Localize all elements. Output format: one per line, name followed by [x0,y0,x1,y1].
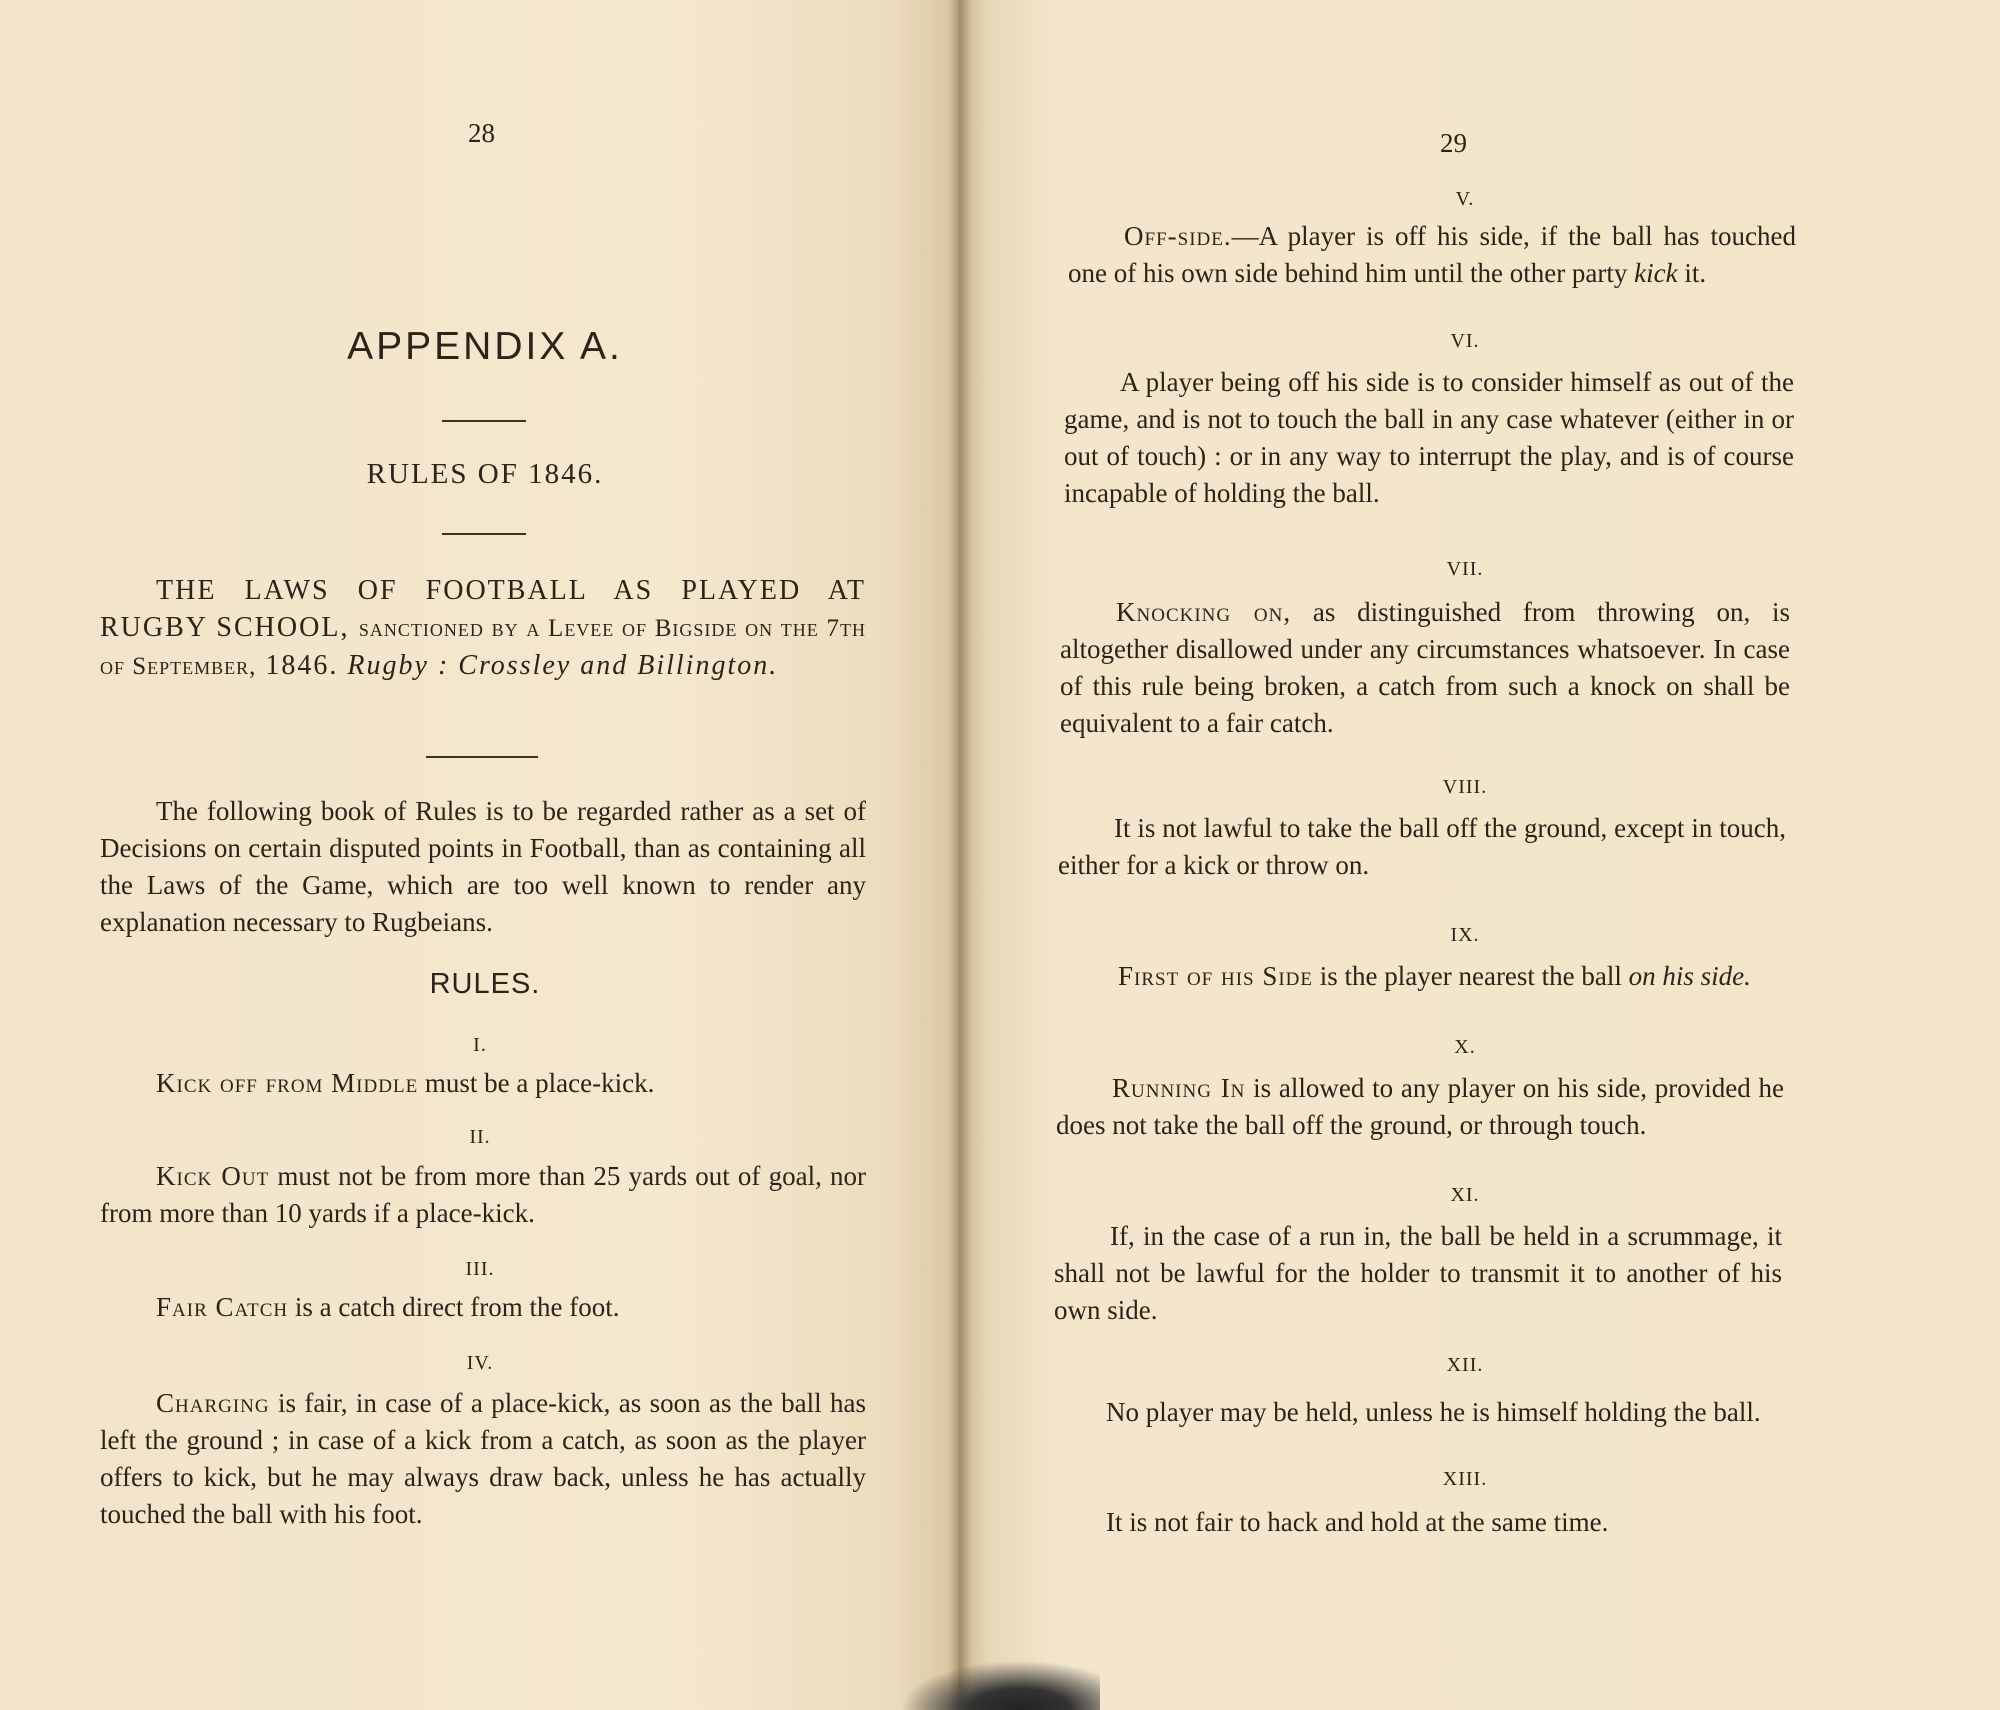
rule-ix-italic: on his side. [1628,961,1751,991]
rule-iv-text: is fair, in case of a place-kick, as soon as the ball has left the ground ; in case of a kick from a catch, as soon as the player offers to kick, but he may always draw back, unless he has actually touched the ball with his foot. [100,1388,866,1529]
divider-1 [442,420,526,422]
rule-x-text: is allowed to any player on his side, provided he does not take the ball off the ground, or through touch. [1056,1073,1784,1140]
rule-x-lead: Running In [1112,1073,1246,1103]
rule-v-lead: Off-side. [1124,221,1232,251]
rule-vii [1060,594,1790,742]
rule-numeral-xii: XII. [1446,1354,1484,1376]
rule-v-text: —A player is off his side, if the ball has touched one of his own side behind him until the other party [1068,221,1796,288]
rule-numeral-i: I. [473,1034,487,1056]
laws-heading-imprint: Rugby : Crossley and Billington. [347,650,779,681]
rule-numeral-ix: IX. [1450,924,1480,946]
rule-ii-text: must not be from more than 25 yards out of goal, nor from more than 10 yards if a place-kick. [100,1161,866,1228]
rule-numeral-vi: VI. [1450,330,1480,352]
rule-x [1056,1070,1784,1144]
rule-iv-lead: Charging [156,1388,270,1418]
rule-numeral-viii: VIII. [1442,776,1488,798]
rule-vii-lead: Knocking on, [1116,597,1292,627]
rule-i-text: must be a place-kick. [418,1068,655,1098]
divider-2 [442,533,526,535]
rule-xi: If, in the case of a run in, the ball be held in a scrummage, it shall not be lawful for the holder to transmit it to another of his own side. [1054,1221,1782,1325]
rule-xii: No player may be held, unless he is himself holding the ball. [1106,1397,1761,1427]
right-page [958,0,2000,1710]
laws-heading [100,572,866,685]
rule-numeral-ii: II. [469,1126,491,1148]
rule-vi: A player being off his side is to consider himself as out of the game, and is not to touch the ball in any case whatever (either in or out of touch) : or in any way to interrupt the play, and is of course incapable of holding the ball. [1064,367,1794,508]
page-number-left: 28 [468,118,495,148]
rules-heading: RULES. [429,968,541,1000]
rule-xiii: It is not fair to hack and hold at the same time. [1106,1507,1609,1537]
rule-numeral-iv: IV. [466,1352,494,1374]
laws-heading-sanction: sanctioned by a Levee of Bigside on the 7th of September, [100,615,866,680]
left-page [0,0,958,1710]
rule-v-italic: kick [1634,258,1678,288]
rule-ix [1062,958,1792,995]
divider-3 [426,756,538,758]
rule-i-lead: Kick off from Middle [156,1068,419,1098]
book-gutter [948,0,972,1710]
rule-iii [100,1289,866,1326]
rule-vii-text: as distinguished from throwing on, is altogether disallowed under any circumstances whatsoever. In case of this rule being broken, a catch from such a knock on shall be equivalent to a fair catch. [1060,597,1790,738]
binding-shadow [900,1660,1100,1710]
laws-heading-year: 1846. [265,650,339,681]
rule-numeral-iii: III. [465,1258,495,1280]
rule-iii-lead: Fair Catch [156,1292,289,1322]
appendix-title: APPENDIX A. [347,325,623,368]
rule-numeral-xi: XI. [1450,1184,1480,1206]
rule-i [100,1065,866,1102]
rule-ix-lead: First of his Side [1118,961,1314,991]
rule-numeral-vii: VII. [1446,558,1484,580]
page-number-right: 29 [1440,128,1467,158]
rule-v-tail: it. [1677,258,1707,288]
laws-heading-title: THE LAWS OF FOOTBALL AS PLAYED AT RUGBY SCHOOL, [100,575,866,643]
rule-ii [100,1158,866,1232]
rule-v [1068,218,1796,292]
intro-paragraph: The following book of Rules is to be regarded rather as a set of Decisions on certain disputed points in Football, than as containing all the Laws of the Game, which are too well known to render any explanation necessary to Rugbeians. [100,796,866,937]
rule-ix-text: is the player nearest the ball [1313,961,1629,991]
rule-numeral-v: V. [1455,188,1475,210]
rule-iii-text: is a catch direct from the foot. [288,1292,620,1322]
rule-numeral-xiii: XIII. [1442,1468,1488,1490]
subtitle: RULES OF 1846. [366,458,604,490]
rule-iv [100,1385,866,1533]
rule-ii-lead: Kick Out [156,1161,270,1191]
rule-viii: It is not lawful to take the ball off the ground, except in touch, either for a kick or throw on. [1058,813,1786,880]
rule-numeral-x: X. [1454,1036,1476,1058]
